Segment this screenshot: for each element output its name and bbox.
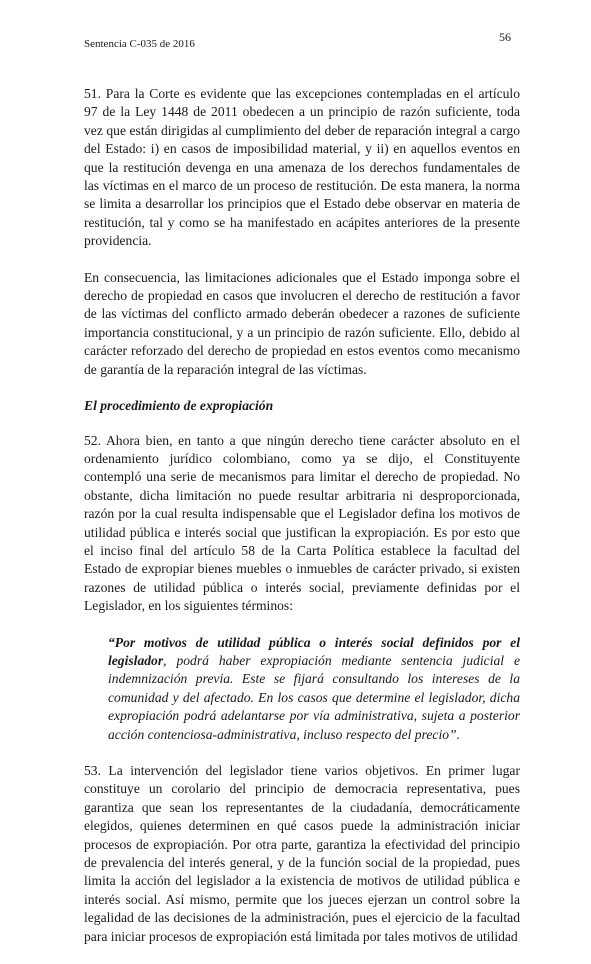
- page-number: 56: [499, 30, 511, 44]
- paragraph-52: 52. Ahora bien, en tanto a que ningún derecho tiene carácter absoluto en el ordenamiento jurídico colombiano, como ya se dijo, el Constituyente contempló una serie de mecanismos para limitar el derecho de propiedad. No obstante, dicha limitación no puede resultar arbitraria ni desproporcionada, razón por la cual resulta indispensable que el Legislador defina los motivos de utilidad pública e interés social que justifican la expropiación. Es por esto que el inciso final del artículo 58 de la Carta Política establece la facultad del Estado de expropiar bienes muebles o inmuebles de carácter privado, si existen razones de utilidad pública o interés social, previamente definidas por el Legislador, en los siguientes términos:: [84, 432, 520, 614]
- constitutional-quote: [108, 634, 520, 744]
- paragraph-consecuencia: En consecuencia, las limitaciones adicionales que el Estado imponga sobre el derecho de propiedad en casos que involucren el derecho de restitución a favor de las víctimas del conflicto armado deberán obedecer a razones de suficiente importancia constitucional, y a un principio de razón suficiente. Ello, debido al carácter reforzado del derecho de propiedad en estos eventos como mecanismo de garantía de la reparación integral de las víctimas.: [84, 269, 520, 377]
- paragraph-51: 51. Para la Corte es evidente que las excepciones contempladas en el artículo 97 de la Ley 1448 de 2011 obedecen a un principio de razón suficiente, toda vez que están dirigidas al cumplimiento del deber de reparación integral a cargo del Estado: i) en casos de imposibilidad material, y ii) en aquellos eventos en que la restitución devenga en una amenaza de los derechos fundamentales de las víctimas en el marco de un proceso de restitución. De esta manera, la norma se limita a desarrollar los principios que el Estado debe observar en materia de restitución, tal y como se ha manifestado en acápites anteriores de la presente providencia.: [84, 86, 520, 249]
- section-heading: El procedimiento de expropiación: [84, 398, 274, 414]
- document-body: [84, 85, 520, 964]
- running-header: Sentencia C-035 de 2016: [84, 38, 195, 50]
- quote-rest-part: , podrá haber expropiación mediante sentencia judicial e indemnización previa. Este se fijará consultando los intereses de la comunidad y del afectado. En los casos que determine el legislador, dicha expropiación podrá adelantarse por vía administrativa, sujeta a posterior acción contenciosa-administrativa, incluso respecto del precio”.: [108, 652, 520, 742]
- paragraph-53: 53. La intervención del legislador tiene varios objetivos. En primer lugar constituye un corolario del principio de democracia representativa, pues garantiza que sean los representantes de la ciudadanía, democráticamente elegidos, quienes determinen en qué casos puede la administración iniciar procesos de expropiación. Por otra parte, garantiza la efectividad del principio de prevalencia del interés general, y de la función social de la propiedad, pues limita la acción del legislador a la existencia de motivos de utilidad pública e interés social. Así mismo, permite que los jueces ejerzan un control sobre la legalidad de las decisiones de la administración, pues el ejercicio de la facultad para iniciar procesos de expropiación está limitada por tales motivos de utilidad: [84, 763, 520, 944]
- quote-bold-part: “Por motivos de utilidad pública o interés social definidos por el legislador: [108, 634, 520, 668]
